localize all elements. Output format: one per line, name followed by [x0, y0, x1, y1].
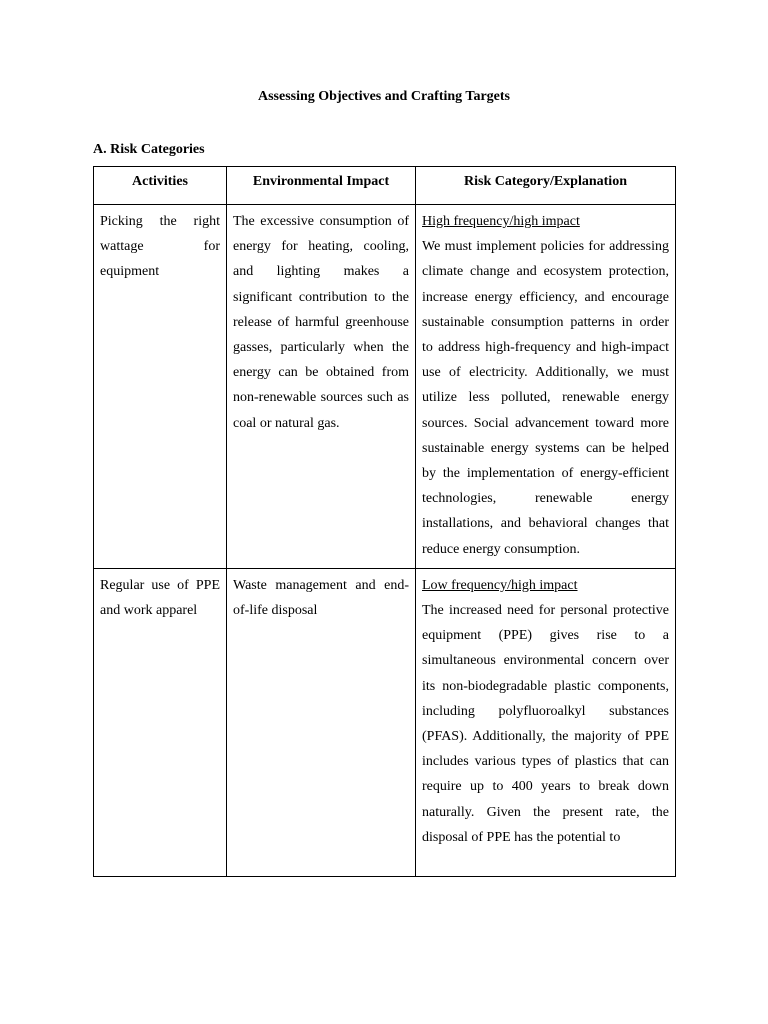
risk-category-cell — [416, 205, 676, 569]
table-row — [94, 205, 676, 569]
risk-explanation: The increased need for personal protective equipment (PPE) gives rise to a simultaneous environmental concern over its non-biodegradable plastic components, including polyfluoroalkyl substances (PFAS). Additionally, the majority of PPE includes various types of plastics that can require up to 400 years to break down naturally. Given the present rate, the disposal of PPE has the potential to — [422, 603, 669, 845]
risk-category-label: Low frequency/high impact — [422, 577, 578, 593]
risk-category-label: High frequency/high impact — [422, 214, 580, 229]
risk-explanation: We must implement policies for addressing climate change and ecosystem protection, increase energy efficiency, and encourage sustainable consumption patterns in order to address high-frequency and high-impact use of electricity. Additionally, we must utilize less polluted, renewable energy sources. Social advancement toward more sustainable energy systems can be helped by the implementation of energy-efficient technologies, renewable energy installations, and behavioral changes that reduce energy consumption. — [422, 239, 669, 557]
header-risk-category: Risk Category/Explanation — [416, 167, 676, 205]
risk-category-cell — [416, 568, 676, 876]
risk-categories-table — [93, 166, 676, 877]
activity-cell: Regular use of PPE and work apparel — [94, 568, 227, 876]
header-activities: Activities — [94, 167, 227, 205]
impact-cell: The excessive consumption of energy for heating, cooling, and lighting makes a significant contribution to the release of harmful greenhouse gasses, particularly when the energy can be obtained from non-renewable sources such as coal or natural gas. — [227, 205, 416, 569]
table-header-row — [94, 167, 676, 205]
table-row — [94, 568, 676, 876]
activity-cell: Picking the right wattage for equipment — [94, 205, 227, 569]
section-heading: A. Risk Categories — [93, 142, 205, 157]
header-environmental-impact: Environmental Impact — [227, 167, 416, 205]
impact-cell: Waste management and end-of-life disposal — [227, 568, 416, 876]
document-title: Assessing Objectives and Crafting Targets — [257, 89, 510, 104]
